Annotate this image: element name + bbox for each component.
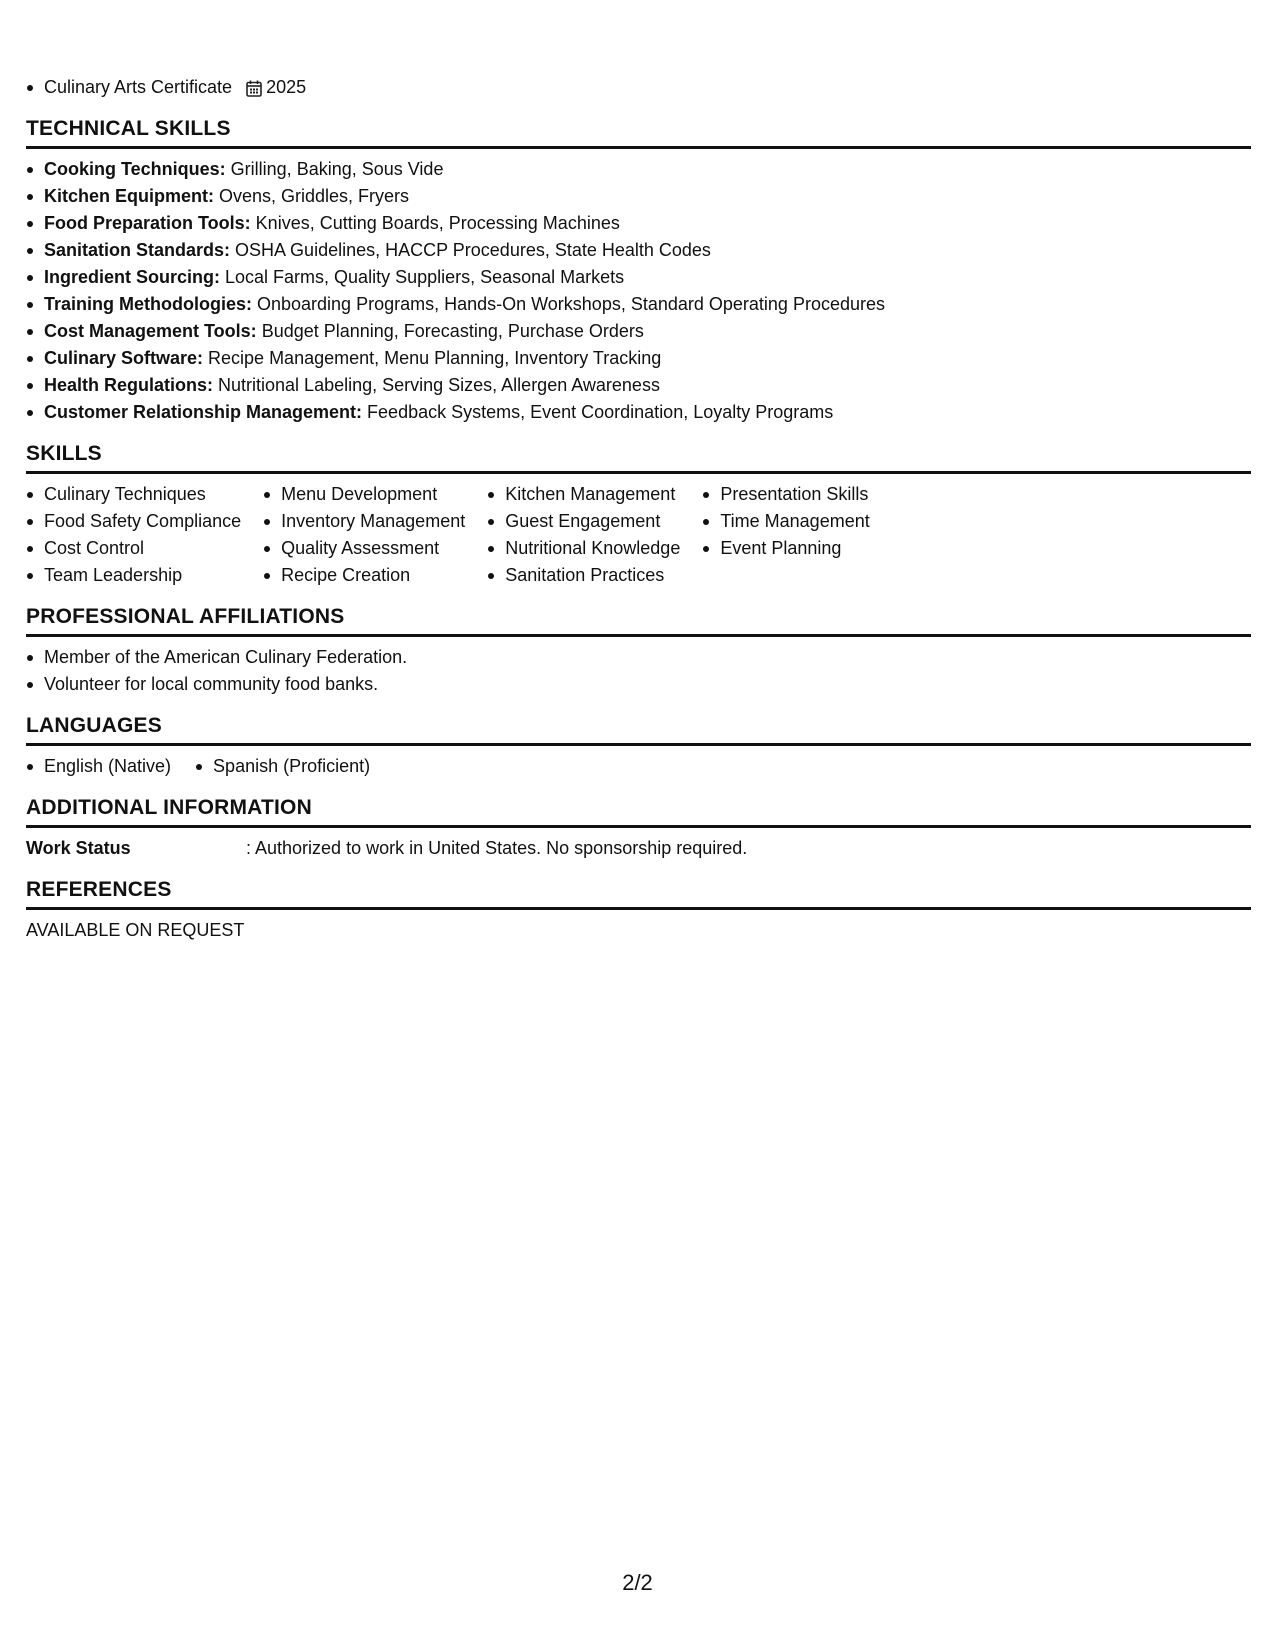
resume-page <box>26 74 1251 944</box>
technical-skill-value: Feedback Systems, Event Coordination, Loyalty Programs <box>362 402 834 422</box>
skill-item: Team Leadership <box>26 562 241 589</box>
skills-grid <box>26 481 1251 589</box>
technical-skill-item <box>26 183 1251 210</box>
work-status-value: : Authorized to work in United States. No sponsorship required. <box>246 838 748 858</box>
technical-skill-item <box>26 264 1251 291</box>
technical-skill-value: Local Farms, Quality Suppliers, Seasonal Markets <box>220 267 625 287</box>
skills-section <box>26 441 1251 589</box>
technical-skill-item <box>26 345 1251 372</box>
technical-skill-item <box>26 210 1251 237</box>
skill-item: Food Safety Compliance <box>26 508 241 535</box>
work-status-row <box>26 835 1251 862</box>
section-title: REFERENCES <box>26 877 1251 910</box>
calendar-icon <box>246 80 262 97</box>
skill-item: Nutritional Knowledge <box>487 535 680 562</box>
skills-column <box>487 481 680 589</box>
section-title: SKILLS <box>26 441 1251 474</box>
technical-skill-label: Culinary Software: <box>44 348 204 368</box>
skill-item: Guest Engagement <box>487 508 680 535</box>
technical-skill-value: Grilling, Baking, Sous Vide <box>225 159 444 179</box>
section-title: ADDITIONAL INFORMATION <box>26 795 1251 828</box>
additional-info-section <box>26 795 1251 862</box>
technical-skill-value: Budget Planning, Forecasting, Purchase Orders <box>256 321 644 341</box>
technical-skill-label: Kitchen Equipment: <box>44 186 214 206</box>
references-text: AVAILABLE ON REQUEST <box>26 920 245 940</box>
skill-item: Culinary Techniques <box>26 481 241 508</box>
technical-skill-label: Training Methodologies: <box>44 294 252 314</box>
section-title: TECHNICAL SKILLS <box>26 116 1251 149</box>
technical-skill-label: Cooking Techniques: <box>44 159 226 179</box>
technical-skill-value: Nutritional Labeling, Serving Sizes, Allergen Awareness <box>213 375 660 395</box>
affiliation-item: Volunteer for local community food banks. <box>26 671 1251 698</box>
technical-skill-label: Food Preparation Tools: <box>44 213 251 233</box>
affiliations-list <box>26 644 1251 698</box>
skill-item: Time Management <box>702 508 869 535</box>
skill-item: Cost Control <box>26 535 241 562</box>
section-title: LANGUAGES <box>26 713 1251 746</box>
affiliations-section <box>26 604 1251 698</box>
technical-skill-label: Customer Relationship Management: <box>44 402 363 422</box>
skills-column <box>702 481 869 589</box>
skill-item: Kitchen Management <box>487 481 680 508</box>
technical-skill-value: Knives, Cutting Boards, Processing Machines <box>250 213 620 233</box>
technical-skill-item <box>26 237 1251 264</box>
technical-skill-item <box>26 156 1251 183</box>
technical-skills-section <box>26 116 1251 426</box>
skills-column <box>263 481 465 589</box>
skill-item: Sanitation Practices <box>487 562 680 589</box>
skill-item: Presentation Skills <box>702 481 869 508</box>
languages-list <box>26 753 1251 780</box>
technical-skill-item <box>26 318 1251 345</box>
skill-item: Event Planning <box>702 535 869 562</box>
technical-skill-label: Ingredient Sourcing: <box>44 267 221 287</box>
language-item: English (Native) <box>26 753 171 780</box>
certification-item <box>26 74 1251 101</box>
technical-skills-list <box>26 156 1251 426</box>
technical-skill-label: Cost Management Tools: <box>44 321 257 341</box>
skill-item: Quality Assessment <box>263 535 465 562</box>
certifications-list <box>26 74 1251 101</box>
technical-skill-value: OSHA Guidelines, HACCP Procedures, State Health Codes <box>230 240 711 260</box>
certification-year: 2025 <box>266 77 307 97</box>
affiliation-item: Member of the American Culinary Federation. <box>26 644 1251 671</box>
certification-name: Culinary Arts Certificate <box>44 77 233 97</box>
skill-item: Recipe Creation <box>263 562 465 589</box>
technical-skill-item <box>26 291 1251 318</box>
languages-section <box>26 713 1251 780</box>
language-item: Spanish (Proficient) <box>195 753 370 780</box>
section-title: PROFESSIONAL AFFILIATIONS <box>26 604 1251 637</box>
references-section <box>26 877 1251 944</box>
technical-skill-item <box>26 399 1251 426</box>
skill-item: Menu Development <box>263 481 465 508</box>
work-status-label: Work Status <box>26 838 131 858</box>
technical-skill-value: Onboarding Programs, Hands-On Workshops, Standard Operating Procedures <box>252 294 885 314</box>
technical-skill-item <box>26 372 1251 399</box>
page-number: 2/2 <box>622 1570 653 1595</box>
technical-skill-label: Health Regulations: <box>44 375 214 395</box>
technical-skill-value: Recipe Management, Menu Planning, Inventory Tracking <box>203 348 662 368</box>
technical-skill-label: Sanitation Standards: <box>44 240 231 260</box>
technical-skill-value: Ovens, Griddles, Fryers <box>214 186 410 206</box>
skills-column <box>26 481 241 589</box>
skill-item: Inventory Management <box>263 508 465 535</box>
